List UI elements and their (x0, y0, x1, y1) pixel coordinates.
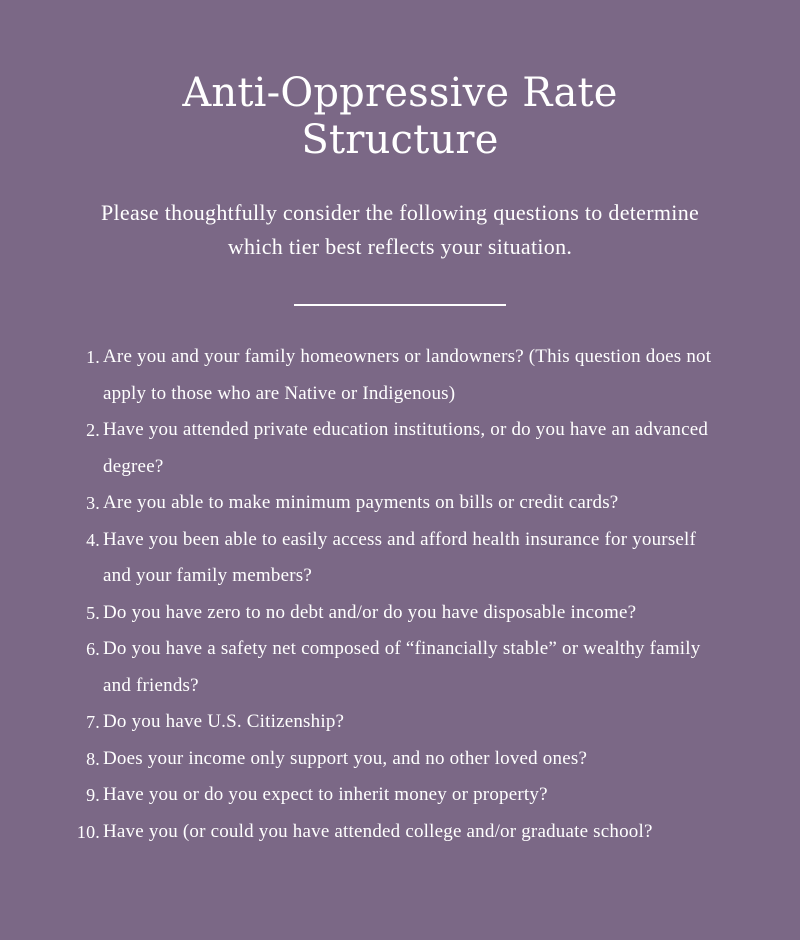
question-text: Does your income only support you, and no other loved ones? (103, 747, 588, 769)
page-title (0, 70, 800, 164)
question-text: Have you (or could you have attended college and/or graduate school? (103, 820, 653, 842)
question-text: Do you have U.S. Citizenship? (103, 711, 345, 732)
question-text: Have you or do you expect to inherit money or property? (103, 784, 548, 805)
question-text: Have you attended private education institutions, or do you have an advanced degree? (103, 419, 709, 477)
question-item (0, 522, 723, 595)
question-item (0, 741, 723, 778)
question-text: Do you have zero to no debt and/or do you have disposable income? (103, 601, 637, 623)
question-text: Do you have a safety net composed of “financially stable” or wealthy family and friends? (103, 638, 701, 696)
question-number: 8. (86, 748, 100, 769)
intro-text: Please thoughtfully consider the following questions to determine which tier best reflects your situation. (100, 200, 700, 259)
question-text: Have you been able to easily access and afford health insurance for yourself and your family members? (103, 528, 697, 586)
question-number: 2. (86, 420, 100, 440)
question-text: Are you able to make minimum payments on bills or credit cards? (103, 492, 619, 513)
question-number: 3. (86, 493, 100, 513)
question-number: 9. (86, 785, 100, 805)
question-item (0, 777, 723, 814)
question-list (0, 339, 800, 850)
question-item (0, 595, 723, 632)
question-item (0, 412, 723, 485)
question-number: 6. (86, 639, 100, 659)
question-item (0, 704, 723, 741)
divider-line (294, 304, 506, 306)
question-number: 1. (86, 347, 100, 367)
question-number: 5. (86, 602, 100, 623)
question-item (0, 485, 723, 522)
question-item (0, 631, 723, 704)
question-item (0, 814, 723, 851)
question-number: 4. (86, 529, 100, 550)
question-item (0, 339, 723, 412)
question-number: 7. (86, 712, 100, 732)
title-line-1: Anti-Oppressive Rate (182, 70, 618, 116)
title-line-2: Structure (301, 117, 499, 163)
question-text: Are you and your family homeowners or landowners? (This question does not apply to those who are Native or Indigenous) (103, 346, 712, 404)
question-number: 10. (76, 821, 100, 842)
